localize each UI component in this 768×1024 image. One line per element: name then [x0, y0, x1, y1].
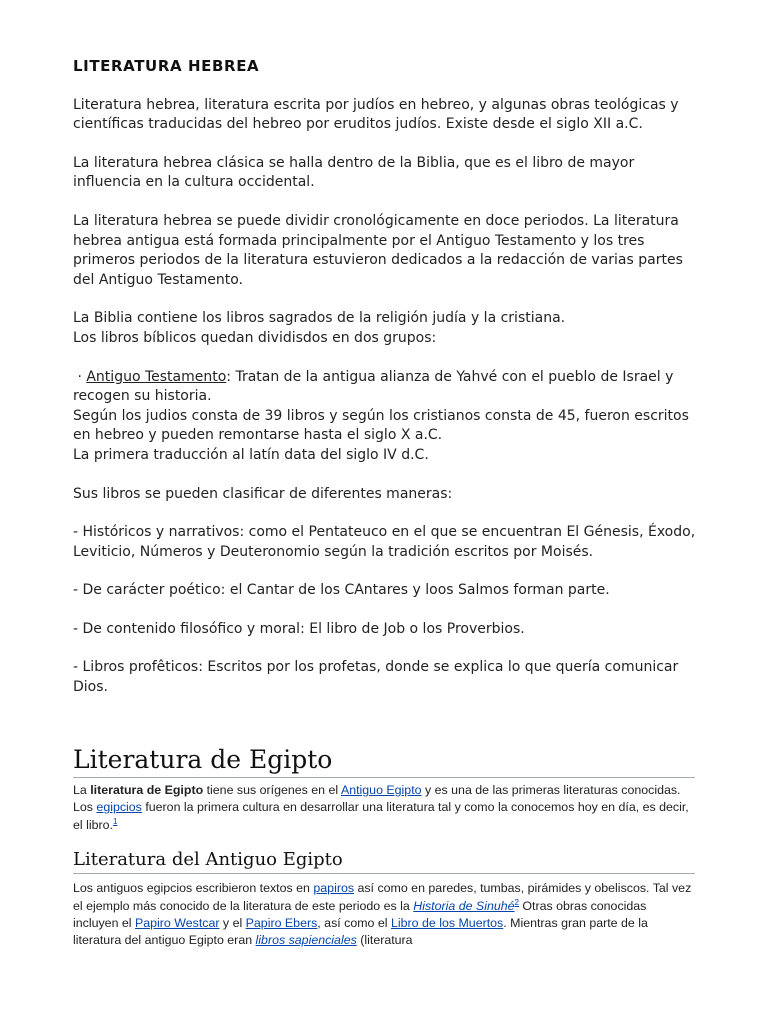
bullet-marker: ·: [73, 368, 87, 385]
text-span: . Mientras gran parte de la literatura del antiguo Egipto eran: [73, 916, 648, 948]
paragraph: - Históricos y narrativos: como el Pentateuco en el que se encuentran El Génesis, Éxodo, Leviticio, Números y Deuteronomio según la tradición escritos por Moisés.: [73, 524, 696, 560]
egipto-intro-paragraph: [73, 782, 695, 834]
paragraph: La literatura hebrea se puede dividir cronológicamente en doce periodos. La literatura hebrea antigua está formada principalmente por el Antiguo Testamento y los tres primeros periodos de la literatura estuvieron dedicados a la redacción de varias partes del Antiguo Testamento.: [73, 212, 683, 288]
text-span: tiene sus orígenes en el: [203, 783, 341, 797]
papiros-link[interactable]: papiros: [313, 881, 355, 896]
text-line: La primera traducción al latín data del siglo IV d.C.: [73, 446, 429, 463]
paragraph: Sus libros se pueden clasificar de diferentes maneras:: [73, 485, 453, 502]
libro-de-los-muertos-link[interactable]: Libro de los Muertos: [390, 916, 504, 931]
text-line: Los libros bíblicos quedan dividisdos en dos grupos:: [73, 329, 437, 346]
text-line: Según los judios consta de 39 libros y según los cristianos consta de 45, fueron escritos en hebreo y pueden remontarse hasta el siglo X a.C.: [73, 407, 689, 444]
reference-2-link[interactable]: 2: [514, 897, 519, 907]
text-span: Otras obras conocidas incluyen el: [73, 898, 647, 931]
section-title: LITERATURA HEBREA: [73, 57, 260, 75]
bullet-paragraph: [73, 368, 703, 466]
bold-term: literatura de Egipto: [90, 783, 204, 797]
paragraph: La literatura hebrea clásica se halla dentro de la Biblia, que es el libro de mayor influencia en la cultura occidental.: [73, 154, 635, 191]
papiro-ebers-link[interactable]: Papiro Ebers: [245, 916, 318, 931]
text-span: (literatura: [356, 933, 413, 948]
antiguo-egipto-paragraph: [73, 880, 695, 950]
antiguo-egipto-link[interactable]: Antiguo Egipto: [340, 783, 422, 797]
egipto-heading: Literatura de Egipto: [73, 743, 695, 778]
text-span: y el: [219, 916, 246, 931]
egipcios-link[interactable]: egipcios: [96, 800, 142, 815]
paragraph: - De contenido filosófico y moral: El libro de Job o los Proverbios.: [73, 620, 525, 637]
historia-de-sinuhe-link[interactable]: Historia de Sinuhé: [413, 898, 515, 913]
paragraph: [73, 309, 703, 348]
literatura-egipto-section: [73, 743, 695, 950]
text-span: y es una de las primeras literaturas conocidas. Los: [73, 783, 681, 815]
text-span: fueron la primera cultura en desarrollar una literatura tal y como la conocemos hoy en día, es decir, el libro.: [73, 800, 689, 832]
paragraph: - Libros profêticos: Escritos por los profetas, donde se explica lo que quería comunicar Dios.: [73, 659, 679, 696]
text-span: La: [73, 783, 91, 797]
paragraph: Literatura hebrea, literatura escrita por judíos en hebreo, y algunas obras teológicas y científicas traducidas del hebreo por eruditos judíos. Existe desde el siglo XII a.C.: [73, 96, 679, 133]
antiguo-testamento-term: Antiguo Testamento: [86, 368, 227, 385]
antiguo-egipto-subheading: Literatura del Antiguo Egipto: [73, 847, 695, 874]
text-line: La Biblia contiene los libros sagrados de la religión judía y la cristiana.: [73, 310, 566, 327]
papiro-westcar-link[interactable]: Papiro Westcar: [135, 916, 220, 931]
text-span: Los antiguos egipcios escribieron textos en: [73, 881, 314, 896]
literatura-hebrea-section: [73, 57, 703, 717]
text-span: : Tratan de la antigua alianza de Yahvé con el pueblo de Israel y recogen su historia.: [73, 368, 674, 405]
text-span: así como en paredes, tumbas, pirámides y obeliscos. Tal vez el ejemplo más conocido de la literatura de este periodo es la: [73, 881, 692, 913]
paragraph: - De carácter poético: el Cantar de los CAntares y loos Salmos forman parte.: [73, 582, 610, 599]
reference-1-link[interactable]: 1: [112, 816, 118, 826]
libros-sapienciales-link[interactable]: libros sapienciales: [255, 933, 357, 948]
text-span: , así como el: [317, 916, 391, 931]
